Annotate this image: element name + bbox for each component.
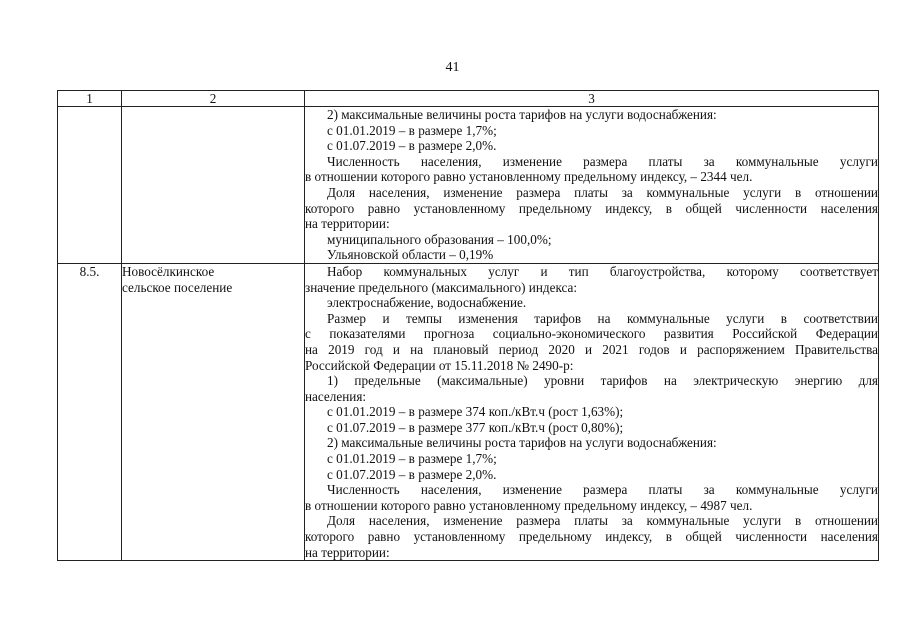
paragraph-line: значение предельного (максимального) индекса: xyxy=(305,279,578,295)
page-number: 41 xyxy=(445,60,460,75)
row-number-cell: 8.5. xyxy=(58,263,122,560)
paragraph-line: Численность населения, изменение размера платы за коммунальные услуги xyxy=(327,482,878,498)
paragraph-line: на территории: xyxy=(305,544,390,560)
paragraph-line: с 01.07.2019 – в размере 2,0%. xyxy=(327,466,497,482)
settlement-name-cell xyxy=(122,263,305,560)
settlement-name-line: сельское поселение xyxy=(122,279,233,295)
table-row xyxy=(58,263,879,560)
paragraph-line: Набор коммунальных услуг и тип благоустройства, которому соответствует xyxy=(327,263,878,279)
paragraph-line: населения: xyxy=(305,388,367,404)
paragraph-line: Доля населения, изменение размера платы за коммунальные услуги в отношении xyxy=(327,184,878,200)
paragraph-line: Численность населения, изменение размера платы за коммунальные услуги xyxy=(327,153,878,169)
paragraph-line: с 01.01.2019 – в размере 1,7%; xyxy=(327,451,497,467)
paragraph-line: электроснабжение, водоснабжение. xyxy=(327,295,527,311)
paragraph-line: с 01.01.2019 – в размере 1,7%; xyxy=(327,122,497,138)
paragraph-line: Размер и темпы изменения тарифов на коммунальные услуги в соответствии xyxy=(327,310,878,326)
paragraph-line: которого равно установленному предельному индексу, в общей численности населения xyxy=(305,529,878,545)
row-number-cell xyxy=(58,107,122,264)
settlement-name-line: Новосёлкинское xyxy=(122,263,215,279)
paragraph-line: в отношении которого равно установленному предельному индексу, – 4987 чел. xyxy=(305,497,753,513)
paragraph-line: 2) максимальные величины роста тарифов на услуги водоснабжения: xyxy=(327,107,717,122)
table-header-row xyxy=(58,91,879,107)
paragraph-line: Российской Федерации от 15.11.2018 № 2490-р: xyxy=(305,357,574,373)
paragraph-line: которого равно установленному предельному индексу, в общей численности населения xyxy=(305,200,878,216)
paragraph-line: Доля населения, изменение размера платы за коммунальные услуги в отношении xyxy=(327,513,878,529)
paragraph-line: на 2019 год и на плановый период 2020 и 2021 годов и распоряжением Правительства xyxy=(305,341,878,357)
settlement-name-cell xyxy=(122,107,305,264)
paragraph-line: с 01.07.2019 – в размере 377 коп./кВт.ч (рост 0,80%); xyxy=(327,419,624,435)
column-header-1: 1 xyxy=(58,91,122,107)
paragraph-line: в отношении которого равно установленному предельному индексу, – 2344 чел. xyxy=(305,169,753,185)
description-cell xyxy=(305,107,879,264)
paragraph-line: Ульяновской области – 0,19% xyxy=(327,247,494,263)
paragraph-line: с 01.01.2019 – в размере 374 коп./кВт.ч (рост 1,63%); xyxy=(327,404,624,420)
paragraph-line: 2) максимальные величины роста тарифов на услуги водоснабжения: xyxy=(327,435,717,451)
description-cell xyxy=(305,263,879,560)
paragraph-line: муниципального образования – 100,0%; xyxy=(327,231,552,247)
paragraph-line: 1) предельные (максимальные) уровни тарифов на электрическую энергию для xyxy=(327,373,878,389)
column-header-3: 3 xyxy=(305,91,879,107)
paragraph-line: на территории: xyxy=(305,216,390,232)
table-row xyxy=(58,107,879,264)
column-header-2: 2 xyxy=(122,91,305,107)
paragraph-line: с 01.07.2019 – в размере 2,0%. xyxy=(327,138,497,154)
tariff-table xyxy=(57,90,879,561)
paragraph-line: с показателями прогноза социально-экономического развития Российской Федерации xyxy=(305,326,878,342)
